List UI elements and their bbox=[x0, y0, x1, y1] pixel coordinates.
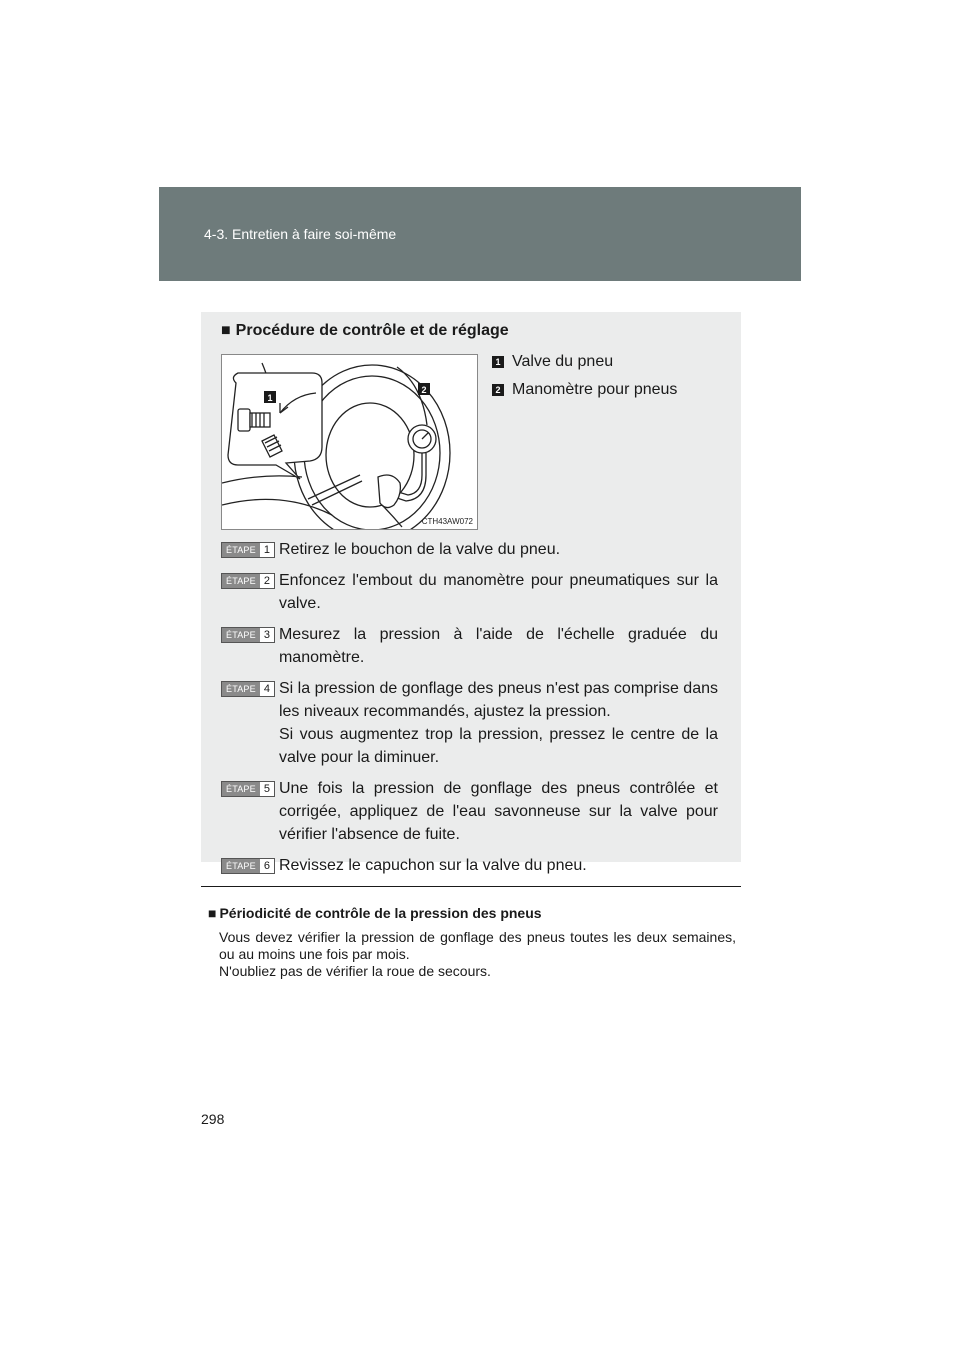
step-item bbox=[221, 854, 718, 877]
step-label: ÉTAPE bbox=[222, 682, 260, 696]
note-title-text: Périodicité de contrôle de la pression des pneus bbox=[219, 905, 542, 921]
note-title bbox=[208, 905, 736, 921]
square-bullet-icon: ■ bbox=[208, 905, 217, 921]
procedure-box bbox=[201, 312, 741, 874]
step-item bbox=[221, 623, 718, 669]
step-list bbox=[221, 538, 718, 885]
callout-legend bbox=[492, 348, 677, 404]
callout-label: Valve du pneu bbox=[512, 353, 614, 370]
callout-label: Manomètre pour pneus bbox=[512, 381, 678, 398]
section-title: 4-3. Entretien à faire soi-même bbox=[204, 226, 397, 242]
step-text bbox=[279, 854, 718, 877]
step-label: ÉTAPE bbox=[222, 782, 260, 796]
note-body bbox=[208, 929, 736, 980]
procedure-title-text: Procédure de contrôle et de réglage bbox=[235, 322, 509, 339]
step-main-text: Si la pression de gonflage des pneus n'est pas comprise dans les niveaux recommandés, ajustez la pression. bbox=[278, 680, 718, 720]
step-number: 3 bbox=[260, 628, 274, 642]
figure-code: CTH43AW072 bbox=[421, 517, 473, 526]
step-item bbox=[221, 538, 718, 561]
tire-pressure-illustration bbox=[221, 354, 478, 530]
step-text bbox=[279, 538, 718, 561]
callout-item bbox=[492, 348, 677, 376]
procedure-title bbox=[221, 322, 509, 340]
step-item bbox=[221, 777, 718, 846]
note-line: N'oubliez pas de vérifier la roue de secours. bbox=[219, 963, 491, 979]
step-label: ÉTAPE bbox=[222, 859, 260, 873]
page-number: 298 bbox=[201, 1111, 225, 1127]
callout-item bbox=[492, 376, 677, 404]
step-main-text: Enfoncez l'embout du manomètre pour pneumatiques sur la valve. bbox=[278, 572, 718, 612]
step-item bbox=[221, 569, 718, 615]
step-badge bbox=[221, 542, 275, 558]
number-badge-icon: 1 bbox=[492, 356, 504, 368]
step-badge bbox=[221, 781, 275, 797]
step-badge bbox=[221, 573, 275, 589]
step-label: ÉTAPE bbox=[222, 574, 260, 588]
step-badge bbox=[221, 681, 275, 697]
step-number: 5 bbox=[260, 782, 274, 796]
step-main-text: Une fois la pression de gonflage des pneus contrôlée et corrigée, appliquez de l'eau savonneuse sur la valve pour vérifier l'absence de fuite. bbox=[278, 780, 718, 843]
note-line: Vous devez vérifier la pression de gonflage des pneus toutes les deux semaines, ou au moins une fois par mois. bbox=[219, 929, 736, 962]
section-divider bbox=[201, 886, 741, 887]
step-number: 2 bbox=[260, 574, 274, 588]
step-label: ÉTAPE bbox=[222, 628, 260, 642]
step-text bbox=[279, 777, 718, 846]
figure-callout-1: 1 bbox=[267, 393, 273, 403]
step-item bbox=[221, 677, 718, 769]
square-bullet-icon: ■ bbox=[221, 322, 231, 339]
step-text bbox=[279, 623, 718, 669]
header-band bbox=[159, 187, 801, 281]
number-badge-icon: 2 bbox=[492, 384, 504, 396]
step-label: ÉTAPE bbox=[222, 543, 260, 557]
step-main-text: Retirez le bouchon de la valve du pneu. bbox=[278, 541, 561, 558]
figure-callout-2: 2 bbox=[421, 385, 427, 395]
note-section bbox=[208, 905, 736, 980]
step-number: 1 bbox=[260, 543, 274, 557]
step-main-text: Revissez le capuchon sur la valve du pneu. bbox=[278, 857, 587, 874]
step-main-text: Mesurez la pression à l'aide de l'échelle graduée du manomètre. bbox=[278, 626, 718, 666]
step-badge bbox=[221, 627, 275, 643]
step-badge bbox=[221, 858, 275, 874]
step-extra-text: Si vous augmentez trop la pression, pressez le centre de la valve pour la diminuer. bbox=[278, 726, 718, 766]
tire-gauge-drawing bbox=[222, 355, 477, 529]
step-number: 4 bbox=[260, 682, 274, 696]
step-text bbox=[279, 677, 718, 769]
step-text bbox=[279, 569, 718, 615]
step-number: 6 bbox=[260, 859, 274, 873]
